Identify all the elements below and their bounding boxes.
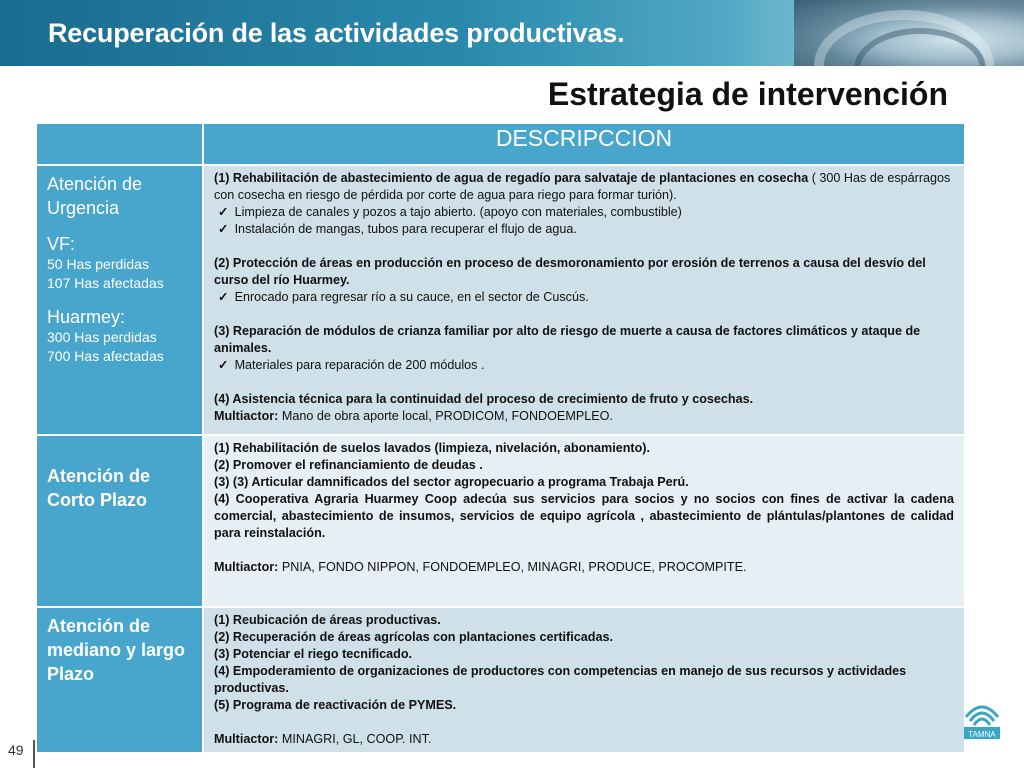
list-item: (1) Reubicación de áreas productivas. (214, 613, 441, 627)
row-description-corto-plazo (203, 435, 965, 607)
list-item: (2) Promover el refinanciamiento de deudas . (214, 458, 483, 472)
slide-header (0, 0, 1024, 66)
table-row (36, 607, 965, 753)
vf-line: 107 Has afectadas (47, 275, 164, 291)
item-4: (4) Asistencia técnica para la continuidad del proceso de crecimiento de fruto y cosechas. (214, 392, 754, 406)
huarmey-line: 700 Has afectadas (47, 348, 164, 364)
row-header-corto-plazo (36, 435, 203, 607)
row-title: Atención de Urgencia (47, 174, 143, 218)
list-item: (1) Rehabilitación de suelos lavados (limpieza, nivelación, abonamiento). (214, 441, 650, 455)
slide-title: Recuperación de las actividades productivas. (48, 18, 625, 48)
list-item: (4) Empoderamiento de organizaciones de productores con competencias en manejo de sus recursos y actividades productivas. (214, 664, 907, 695)
table-header-row (36, 123, 965, 165)
multiactor-line: Multiactor: MINAGRI, GL, COOP. INT. (214, 732, 432, 746)
header-landscape-image (794, 0, 1024, 66)
item-1: (1) Rehabilitación de abastecimiento de agua de regadío para salvataje de plantaciones en cosecha ( 300 Has de espárragos con cosecha en riesgo de pérdida por corte de agua para riego para formar turión). (214, 171, 951, 202)
row-description-urgencia (203, 165, 965, 435)
check-item: ✓ Enrocado para regresar río a su cauce, en el sector de Cuscús. (214, 289, 954, 306)
multiactor-line: Multiactor: Mano de obra aporte local, PRODICOM, FONDOEMPLEO. (214, 409, 613, 423)
table-corner-cell (36, 123, 203, 165)
footer-divider (33, 740, 35, 768)
list-item: (5) Programa de reactivación de PYMES. (214, 698, 457, 712)
check-item: ✓ Limpieza de canales y pozos a tajo abierto. (apoyo con materiales, combustible) (214, 204, 954, 221)
column-header-descripcion: DESCRIPCCION (203, 123, 965, 165)
table-row (36, 165, 965, 435)
list-item: (3) (3) Articular damnificados del sector agropecuario a programa Trabaja Perú. (214, 475, 689, 489)
item-2: (2) Protección de áreas en producción en proceso de desmoronamiento por erosión de terrenos a causa del desvío del curso del río Huarmey. (214, 256, 926, 287)
item-3: (3) Reparación de módulos de crianza familiar por alto de riesgo de muerte a causa de factores climáticos y ataque de animales. (214, 324, 921, 355)
huarmey-line: 300 Has perdidas (47, 329, 157, 345)
row-title: Atención de mediano y largo Plazo (47, 616, 186, 684)
list-item: (2) Recuperación de áreas agrícolas con plantaciones certificadas. (214, 630, 613, 644)
multiactor-line: Multiactor: PNIA, FONDO NIPPON, FONDOEMPLEO, MINAGRI, PRODUCE, PROCOMPITE. (214, 560, 747, 574)
list-item: (4) Cooperativa Agraria Huarmey Coop adecúa sus servicios para socios y no socios con fines de activar la cadena comercial, abastecimiento de insumos, servicios de equipo agrícola , abastecimiento de plántulas/plantones de calidad para reinstalación. (214, 492, 954, 540)
row-header-mediano-largo-plazo (36, 607, 203, 753)
vf-label: VF: (47, 234, 76, 254)
huarmey-label: Huarmey: (47, 307, 126, 327)
row-title: Atención de Corto Plazo (47, 466, 151, 510)
table-row (36, 435, 965, 607)
svg-text:TAMNA: TAMNA (968, 730, 996, 739)
strategy-table (35, 122, 966, 754)
list-item: (3) Potenciar el riego tecnificado. (214, 647, 413, 661)
vf-line: 50 Has perdidas (47, 256, 149, 272)
row-header-urgencia (36, 165, 203, 435)
slide-subtitle: Estrategia de intervención (547, 76, 948, 112)
check-item: ✓ Materiales para reparación de 200 módulos . (214, 357, 954, 374)
page-number: 49 (8, 742, 24, 758)
tamna-logo-icon (962, 695, 1002, 743)
check-item: ✓ Instalación de mangas, tubos para recuperar el flujo de agua. (214, 221, 954, 238)
row-description-mediano-largo-plazo (203, 607, 965, 753)
